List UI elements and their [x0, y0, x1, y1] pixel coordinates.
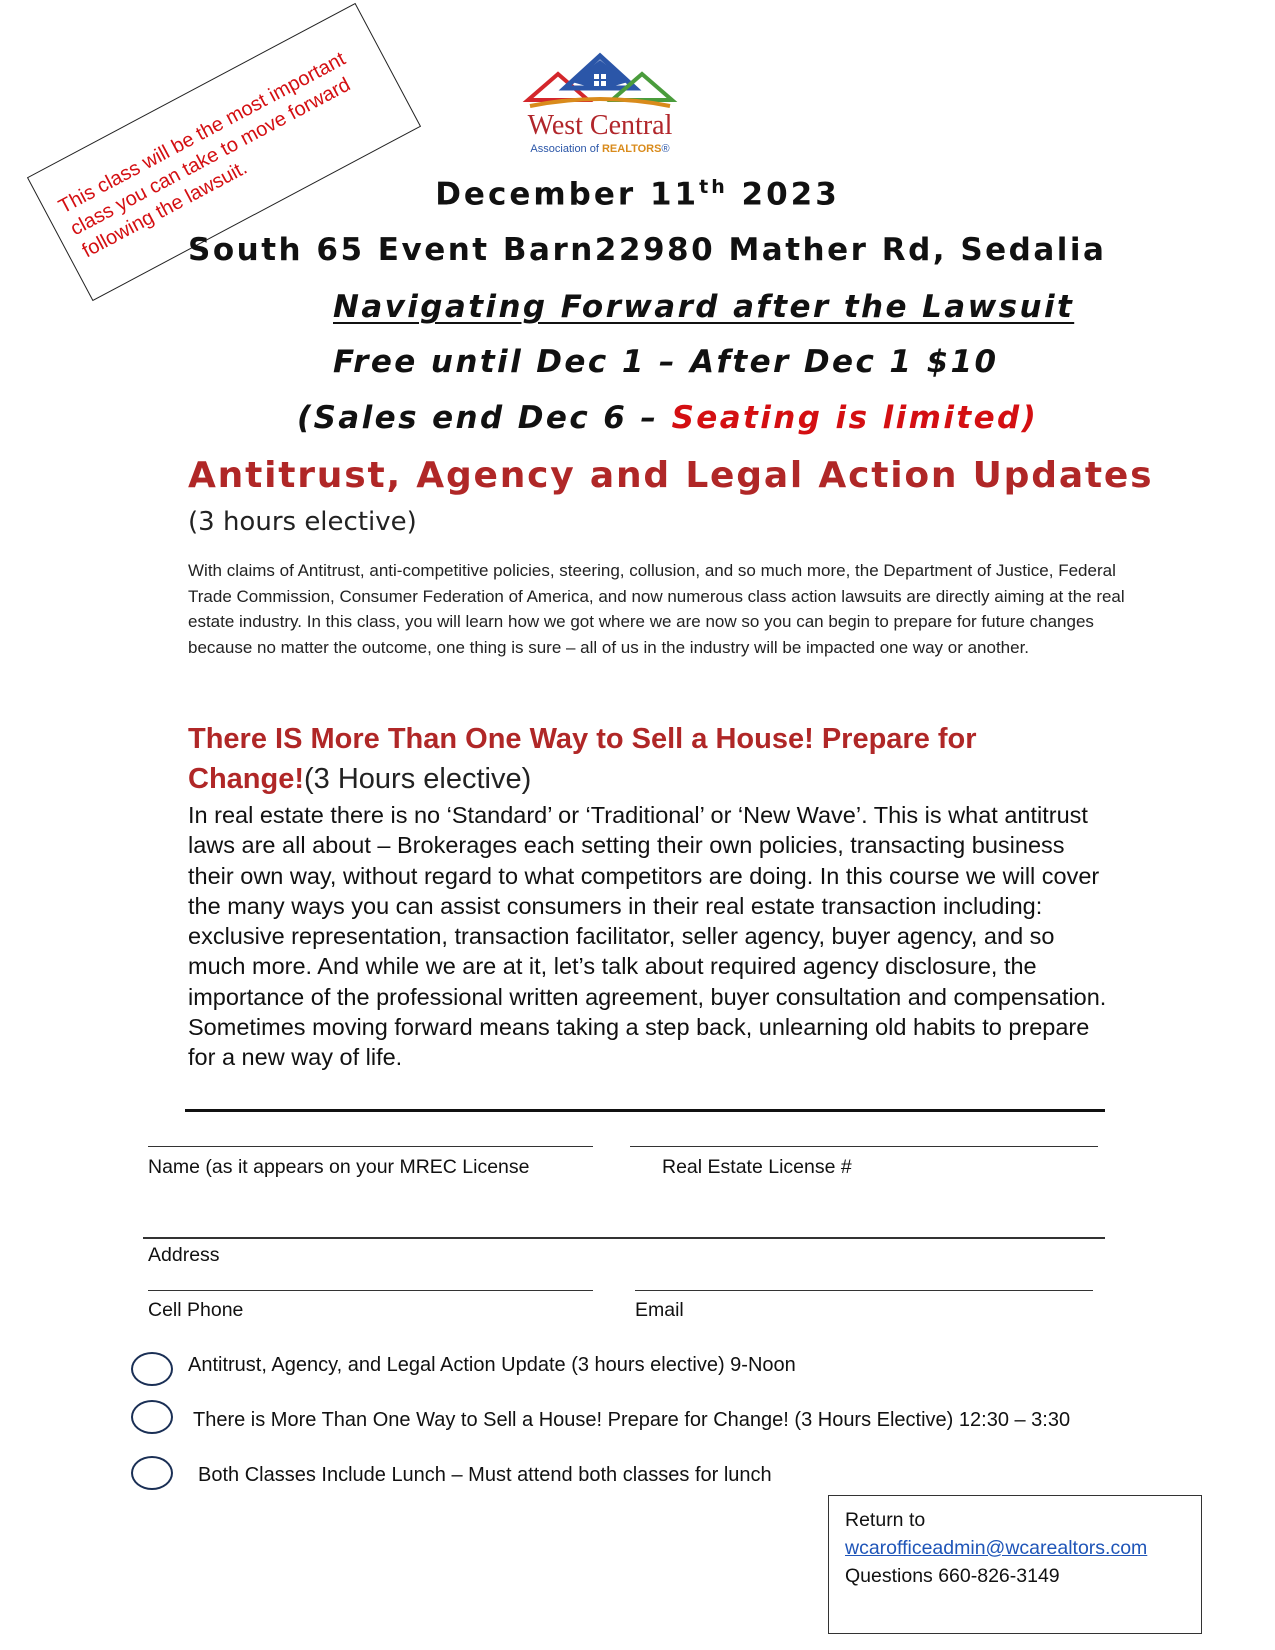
seating-limited-text: Seating is limited): [671, 400, 1039, 436]
questions-phone: Questions 660-826-3149: [845, 1565, 1060, 1587]
class1-description: With claims of Antitrust, anti-competitive policies, steering, collusion, and so much more, the Department of Justice, Federal Trade Commission, Consumer Federation of America, and now numerous class action lawsuits are directly aiming at the real estate industry. In this class, you will learn how we got where we are now so you can begin to prepare for future changes because no matter the outcome, one thing is sure – all of us in the industry will be impacted one way or another.: [188, 561, 1125, 657]
address-label: Address: [148, 1244, 220, 1266]
return-email-link[interactable]: wcarofficeadmin@wcarealtors.com: [845, 1537, 1148, 1559]
event-date: [0, 176, 1275, 212]
option-class2-radio[interactable]: [131, 1400, 173, 1434]
class2-hours: (3 Hours elective): [304, 763, 532, 795]
option-both-radio[interactable]: [131, 1456, 173, 1490]
class2-heading: [188, 719, 1068, 799]
event-date-main: December 11: [435, 176, 700, 213]
notice-stamp-text: This class will be the most important class you can take to move forward following the lawsuit.: [55, 47, 355, 263]
logo-subtitle-brand: REALTORS: [601, 143, 662, 155]
email-label: Email: [635, 1299, 684, 1321]
class1-title: Antitrust, Agency and Legal Action Updates: [188, 455, 1154, 496]
email-field-line[interactable]: [635, 1290, 1093, 1291]
event-pricing: Free until Dec 1 – After Dec 1 $10: [333, 344, 999, 380]
option-class1-label: Antitrust, Agency, and Legal Action Update (3 hours elective) 9-Noon: [188, 1354, 796, 1376]
event-sales-note: [297, 400, 1038, 436]
return-label: Return to: [845, 1509, 926, 1531]
license-field-line[interactable]: [630, 1146, 1098, 1147]
name-label: Name (as it appears on your MREC License: [148, 1156, 530, 1178]
option-class1-radio[interactable]: [131, 1352, 173, 1386]
return-info-box: [828, 1495, 1202, 1634]
address-field-line[interactable]: [143, 1237, 1105, 1239]
section-divider: [185, 1109, 1105, 1112]
option-class2-label: There is More Than One Way to Sell a House! Prepare for Change! (3 Hours Elective) 12:30 – 3:30: [193, 1409, 1071, 1431]
class1-hours: (3 hours elective): [188, 507, 417, 537]
logo-subtitle: [510, 143, 690, 155]
logo-name: West Central: [527, 110, 673, 141]
house-roof-icon: [510, 52, 690, 114]
event-date-year: 2023: [727, 176, 840, 213]
phone-field-line[interactable]: [148, 1290, 593, 1291]
event-location: South 65 Event Barn22980 Mather Rd, Sedalia: [188, 232, 1107, 268]
class2-description: In real estate there is no ‘Standard’ or ‘Traditional’ or ‘New Wave’. This is what antitrust laws are all about – Brokerages each setting their own policies, transacting business their own way, without regard to what competitors are doing. In this course we will cover the many ways you can assist consumers in their real estate transaction including: exclusive representation, transaction facilitator, seller agency, buyer agency, and so much more. And while we are at it, let’s talk about required agency disclosure, the importance of the professional written agreement, buyer consultation and compensation. Sometimes moving forward means taking a step back, unlearning old habits to prepare for a new way of life.: [188, 802, 1107, 1071]
wcar-logo: [510, 52, 690, 162]
license-label: Real Estate License #: [662, 1156, 852, 1178]
event-title: Navigating Forward after the Lawsuit: [333, 289, 1075, 325]
phone-label: Cell Phone: [148, 1299, 244, 1321]
logo-subtitle-mark: ®: [661, 143, 670, 155]
class2-title: There IS More Than One Way to Sell a House! Prepare for Change!: [188, 723, 977, 795]
name-field-line[interactable]: [148, 1146, 593, 1147]
option-both-label: Both Classes Include Lunch – Must attend both classes for lunch: [198, 1464, 772, 1486]
logo-subtitle-prefix: Association of: [530, 143, 602, 155]
sales-end-text: (Sales end Dec 6 –: [297, 400, 672, 436]
event-date-ordinal: th: [699, 176, 728, 198]
